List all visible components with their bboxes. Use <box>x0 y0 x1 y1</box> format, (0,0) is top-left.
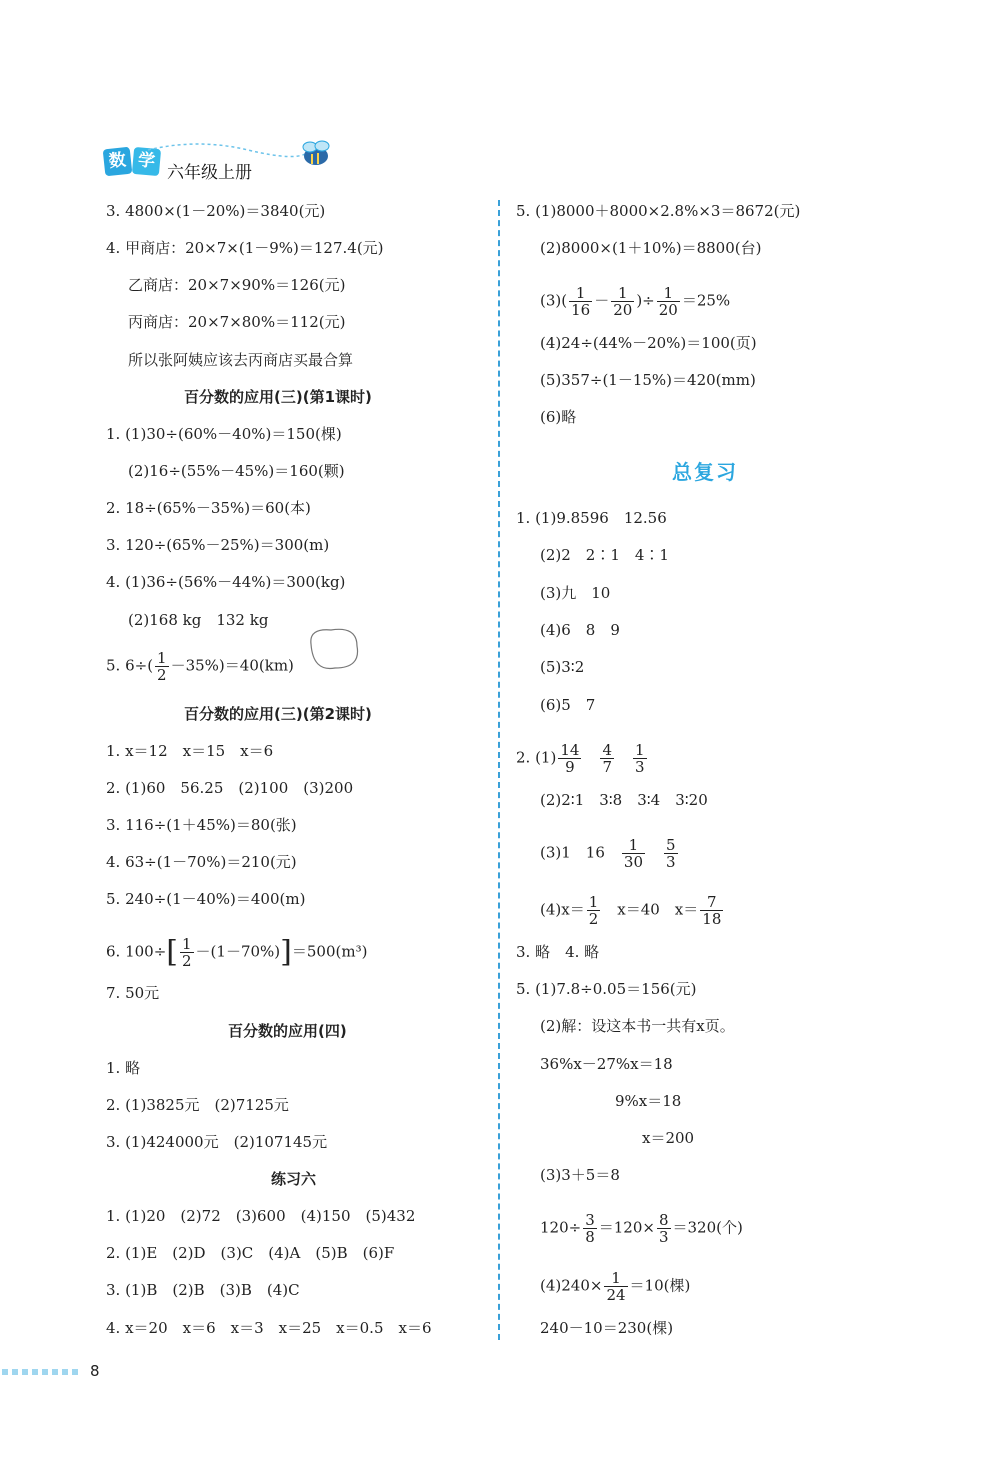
answer-line-fraction <box>106 936 367 969</box>
answer-line: 3. 120÷(65%－25%)＝300(m) <box>106 536 330 554</box>
answer-line: 1. (1)20 (2)72 (3)600 (4)150 (5)432 <box>106 1207 416 1225</box>
denominator: 2 <box>157 666 167 684</box>
subject-char-1: 数 <box>103 147 133 177</box>
denominator: 18 <box>702 910 722 928</box>
answer-line: 4. (1)36÷(56%－44%)＝300(kg) <box>106 573 346 591</box>
denominator: 3 <box>666 853 676 871</box>
answer-line: 所以张阿姨应该去丙商店买最合算 <box>128 351 354 369</box>
answer-line: 5. (1)8000＋8000×2.8%×3＝8672(元) <box>516 202 801 220</box>
fraction <box>657 285 680 318</box>
answer-line: 2. (1)3825元 (2)7125元 <box>106 1096 289 1114</box>
answer-line: 3. (1)424000元 (2)107145元 <box>106 1133 328 1151</box>
section-heading: 百分数的应用(三)(第1课时) <box>184 388 372 406</box>
denominator: 16 <box>571 301 591 319</box>
answer-line: (2)168 kg 132 kg <box>128 611 269 629</box>
text: ＝25% <box>681 291 731 310</box>
fraction <box>633 742 647 775</box>
text: ＝500(m³) <box>291 942 368 961</box>
numerator: 14 <box>560 741 580 759</box>
answer-line: (4)24÷(44%－20%)＝100(页) <box>540 334 757 352</box>
section-heading: 练习六 <box>271 1170 317 1188</box>
text: －35%)＝40(km) <box>170 656 294 675</box>
answer-line: (5)357÷(1－15%)＝420(mm) <box>540 371 756 389</box>
footer-dots-decoration <box>0 1367 84 1377</box>
answer-line: 3. (1)B (2)B (3)B (4)C <box>106 1281 300 1299</box>
answer-line: 2. (1)E (2)D (3)C (4)A (5)B (6)F <box>106 1244 395 1262</box>
answer-line: 乙商店：20×7×90%＝126(元) <box>128 276 346 294</box>
bee-decoration-icon <box>138 136 338 176</box>
text: 2. (1) <box>516 748 557 767</box>
fraction <box>600 742 614 775</box>
numerator: 1 <box>611 285 634 302</box>
answer-line: (6)5 7 <box>540 696 596 714</box>
section-heading: 百分数的应用(四) <box>228 1022 347 1040</box>
text: ＝120× <box>598 1218 655 1237</box>
answer-line: 1. x＝12 x＝15 x＝6 <box>106 742 274 760</box>
denominator: 20 <box>658 301 678 319</box>
text: ＝10(棵) <box>629 1276 691 1295</box>
answer-line: (6)略 <box>540 408 577 426</box>
text: x＝40 x＝ <box>602 900 699 919</box>
denominator: 30 <box>623 853 643 871</box>
answer-line: 2. (1)60 56.25 (2)100 (3)200 <box>106 779 354 797</box>
column-divider <box>498 200 500 1340</box>
numerator: 4 <box>602 741 612 759</box>
text: (3)1 16 <box>540 843 605 862</box>
fraction <box>155 650 169 683</box>
page-number: 8 <box>90 1362 100 1380</box>
answer-line: (3)九 10 <box>540 584 611 602</box>
fraction <box>604 1270 627 1303</box>
answer-line: 4. 63÷(1－70%)＝210(元) <box>106 853 297 871</box>
fraction <box>587 894 601 927</box>
numerator: 8 <box>658 1211 669 1229</box>
text: 5. 6÷( <box>106 656 154 675</box>
text: (3)( <box>540 291 568 310</box>
fraction <box>622 837 645 870</box>
denominator: 3 <box>658 1228 669 1246</box>
fraction <box>657 1212 671 1245</box>
denominator: 2 <box>182 952 192 970</box>
bracket: ] <box>280 934 292 970</box>
text: 6. 100÷ <box>106 942 167 961</box>
answer-line: 1. (1)30÷(60%－40%)＝150(棵) <box>106 425 342 443</box>
answer-line: 36%x－27%x＝18 <box>540 1055 673 1073</box>
numerator: 1 <box>604 1270 627 1287</box>
answer-line: x＝200 <box>642 1129 695 1147</box>
denominator: 20 <box>613 301 633 319</box>
bracket: [ <box>166 934 178 970</box>
answer-line: 7. 50元 <box>106 984 160 1002</box>
answer-line: 9%x＝18 <box>615 1092 682 1110</box>
numerator: 1 <box>569 285 592 302</box>
stamp-decoration-icon <box>305 624 363 674</box>
numerator: 1 <box>588 893 599 911</box>
numerator: 1 <box>157 649 167 667</box>
answer-line: 1. 略 <box>106 1059 141 1077</box>
answer-line: (2)2∶1 3∶8 3∶4 3∶20 <box>540 791 708 809</box>
answer-line-fraction <box>516 742 649 775</box>
subject-char-2: 学 <box>132 147 161 176</box>
fraction <box>611 285 634 318</box>
denominator: 7 <box>602 758 612 776</box>
answer-line: 2. 18÷(65%－35%)＝60(本) <box>106 499 311 517</box>
fraction <box>583 1212 597 1245</box>
fraction <box>700 894 723 927</box>
answer-line: (5)3∶2 <box>540 658 585 676</box>
answer-line: (4)6 8 9 <box>540 621 620 639</box>
answer-line-fraction <box>540 1212 743 1245</box>
fraction <box>558 742 581 775</box>
answer-line-fraction <box>540 285 730 318</box>
answer-line: (2)8000×(1＋10%)＝8800(台) <box>540 239 762 257</box>
numerator: 5 <box>666 836 676 854</box>
numerator: 1 <box>182 935 192 953</box>
section-heading: 百分数的应用(三)(第2课时) <box>184 705 372 723</box>
denominator: 9 <box>565 758 575 776</box>
text: (4)x＝ <box>540 900 585 919</box>
answer-line: 5. 240÷(1－40%)＝400(m) <box>106 890 306 908</box>
denominator: 8 <box>585 1228 595 1246</box>
text: 120÷ <box>540 1218 582 1237</box>
numerator: 1 <box>635 741 645 759</box>
denominator: 24 <box>606 1286 626 1304</box>
answer-line: 5. (1)7.8÷0.05＝156(元) <box>516 980 697 998</box>
answer-line-fraction <box>106 650 294 683</box>
fraction <box>664 837 678 870</box>
answer-line: 3. 4800×(1－20%)＝3840(元) <box>106 202 326 220</box>
answer-line: (2)16÷(55%－45%)＝160(颗) <box>128 462 345 480</box>
fraction <box>569 285 592 318</box>
answer-line: 1. (1)9.8596 12.56 <box>516 509 667 527</box>
answer-line-fraction <box>540 837 680 870</box>
answer-line: (2)2 2∶1 4∶1 <box>540 546 669 564</box>
text: (4)240× <box>540 1276 603 1295</box>
numerator: 1 <box>657 285 680 302</box>
text: － <box>594 291 610 310</box>
answer-line: 4. x＝20 x＝6 x＝3 x＝25 x＝0.5 x＝6 <box>106 1319 432 1337</box>
answer-line: 4. 甲商店：20×7×(1－9%)＝127.4(元) <box>106 239 384 257</box>
answer-line: 3. 116÷(1＋45%)＝80(张) <box>106 816 297 834</box>
text: －(1－70%) <box>195 942 281 961</box>
answer-line: (2)解：设这本书一共有x页。 <box>540 1017 735 1035</box>
numerator: 3 <box>585 1211 595 1229</box>
answer-line: 240－10＝230(棵) <box>540 1319 674 1337</box>
denominator: 2 <box>588 910 599 928</box>
numerator: 1 <box>622 837 645 854</box>
text: ＝320(个) <box>672 1218 743 1237</box>
section-title: 总复习 <box>672 460 738 484</box>
numerator: 7 <box>700 894 723 911</box>
fraction <box>180 936 194 969</box>
answer-line-fraction <box>540 894 725 927</box>
answer-line-fraction <box>540 1270 690 1303</box>
answer-line: (3)3＋5＝8 <box>540 1166 620 1184</box>
answer-line: 3. 略 4. 略 <box>516 943 600 961</box>
text: )÷ <box>636 291 655 310</box>
grade-label: 六年级上册 <box>167 163 252 183</box>
answer-line: 丙商店：20×7×80%＝112(元) <box>128 313 346 331</box>
denominator: 3 <box>635 758 645 776</box>
